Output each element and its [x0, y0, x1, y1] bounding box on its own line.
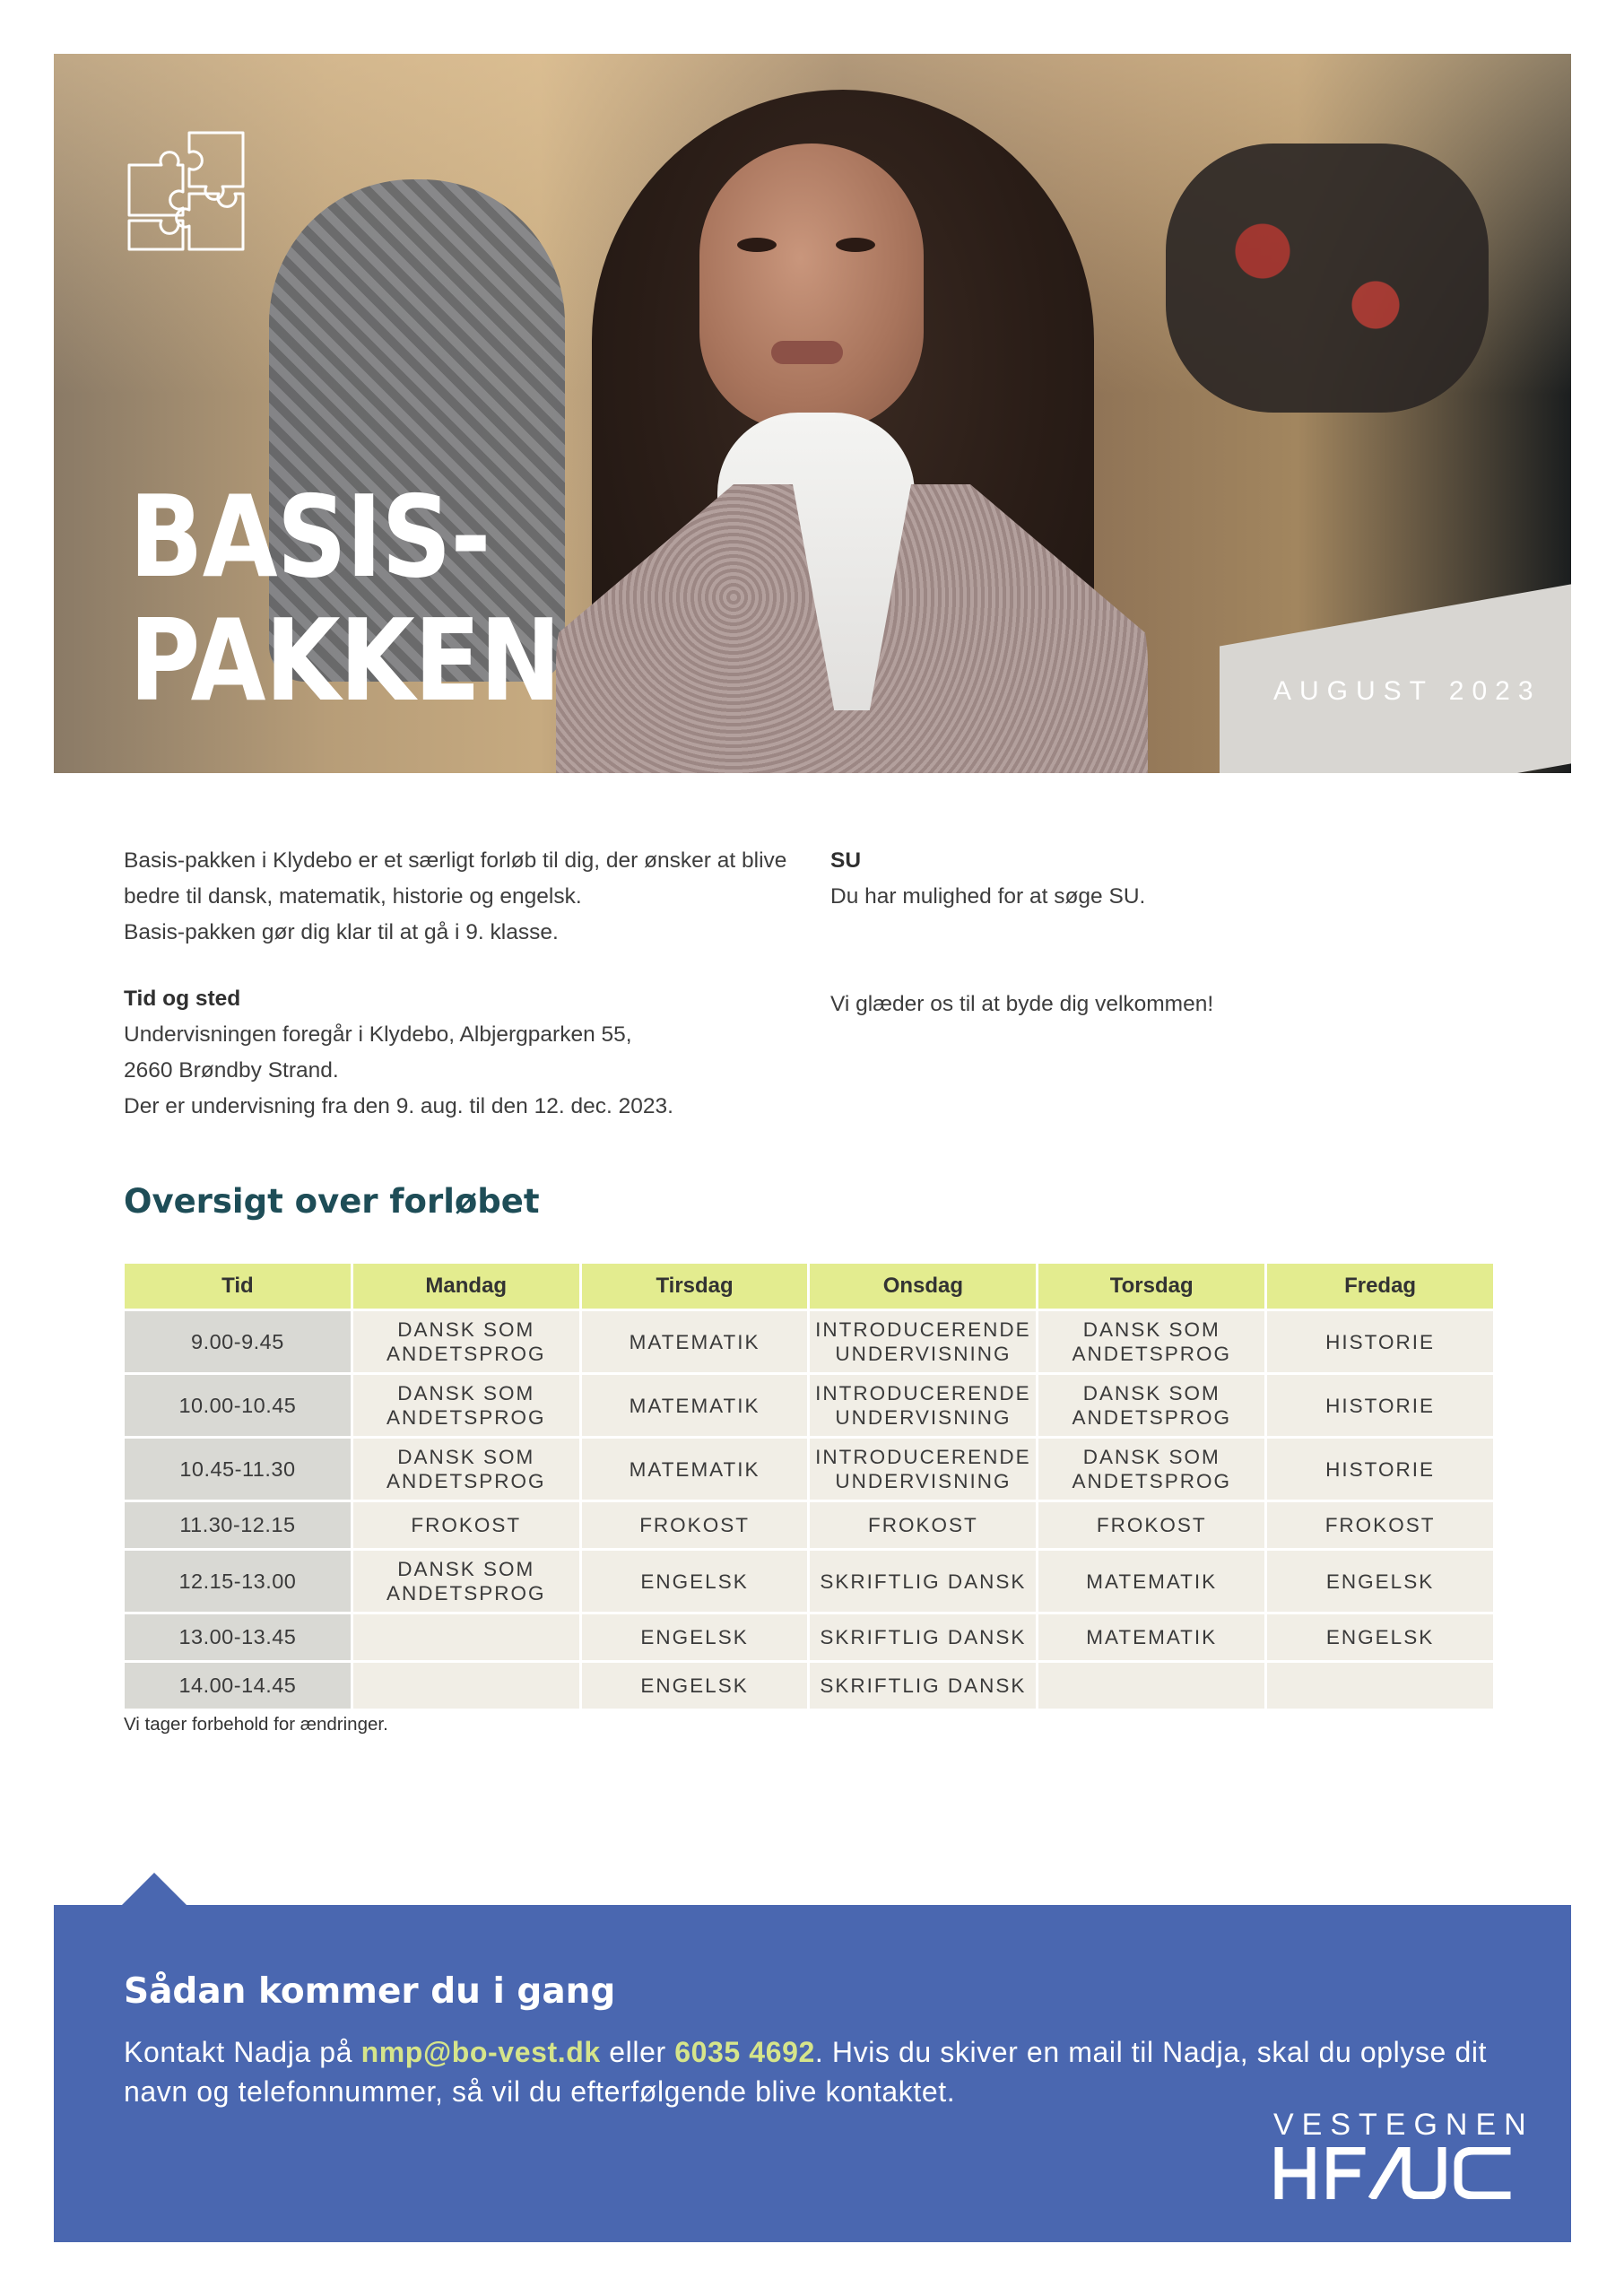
- table-cell: FROKOST: [810, 1502, 1036, 1548]
- table-cell: [1267, 1663, 1493, 1709]
- hero-photo-eye: [737, 238, 777, 252]
- table-cell: DANSK SOM ANDETSPROG: [1038, 1439, 1264, 1500]
- table-cell: SKRIFTLIG DANSK: [810, 1614, 1036, 1660]
- time-cell: 10.00-10.45: [125, 1375, 351, 1436]
- table-row: [125, 1551, 1493, 1612]
- table-cell: HISTORIE: [1267, 1375, 1493, 1436]
- footer-panel: [54, 1905, 1571, 2242]
- table-cell: DANSK SOM ANDETSPROG: [353, 1375, 579, 1436]
- time-cell: 14.00-14.45: [125, 1663, 351, 1709]
- puzzle-icon: [122, 126, 252, 256]
- contact-text-end: . Hvis du skiver en mail til Nadja, skal du oplyse dit navn og telefonnummer, så vil du efterfølgende blive kontaktet.: [124, 2036, 1488, 2108]
- table-row: [125, 1311, 1493, 1372]
- footer-title: Sådan kommer du i gang: [124, 1971, 616, 2012]
- table-cell: ENGELSK: [1267, 1551, 1493, 1612]
- su-text: Du har mulighed for at søge SU.: [830, 884, 1146, 909]
- welcome-text: Vi glæder os til at byde dig velkommen!: [830, 992, 1214, 1016]
- table-row: [125, 1663, 1493, 1709]
- table-cell: MATEMATIK: [582, 1439, 808, 1500]
- header-cell-time: Tid: [125, 1264, 351, 1309]
- footer-notch: [122, 1873, 187, 1905]
- table-row: [125, 1375, 1493, 1436]
- table-cell: MATEMATIK: [1038, 1551, 1264, 1612]
- table-cell: HISTORIE: [1267, 1311, 1493, 1372]
- header-cell-wednesday: Onsdag: [810, 1264, 1036, 1309]
- table-cell: ENGELSK: [1267, 1614, 1493, 1660]
- header-cell-thursday: Torsdag: [1038, 1264, 1264, 1309]
- time-cell: 10.45-11.30: [125, 1439, 351, 1500]
- table-cell: SKRIFTLIG DANSK: [810, 1551, 1036, 1612]
- table-cell: FROKOST: [1267, 1502, 1493, 1548]
- table-row: [125, 1502, 1493, 1548]
- table-cell: DANSK SOM ANDETSPROG: [1038, 1375, 1264, 1436]
- table-cell: ENGELSK: [582, 1551, 808, 1612]
- header-cell-friday: Fredag: [1267, 1264, 1493, 1309]
- table-cell: FROKOST: [1038, 1502, 1264, 1548]
- hero-banner: [54, 54, 1571, 773]
- table-cell: SKRIFTLIG DANSK: [810, 1663, 1036, 1709]
- place-heading: Tid og sted: [124, 987, 241, 1011]
- hero-photo-background-people: [1166, 144, 1489, 413]
- table-cell: DANSK SOM ANDETSPROG: [353, 1551, 579, 1612]
- hero-photo-face: [699, 144, 924, 430]
- table-cell: ENGELSK: [582, 1663, 808, 1709]
- contact-email[interactable]: nmp@bo-vest.dk: [360, 2036, 601, 2068]
- table-cell: MATEMATIK: [582, 1311, 808, 1372]
- table-cell: INTRODUCERENDE UNDERVISNING: [810, 1311, 1036, 1372]
- schedule-title: Oversigt over forløbet: [124, 1182, 540, 1221]
- contact-text-start: Kontakt Nadja på: [124, 2036, 361, 2068]
- brand-name: VESTEGNEN: [1273, 2108, 1534, 2142]
- period-line: Der er undervisning fra den 9. aug. til den 12. dec. 2023.: [124, 1094, 673, 1118]
- table-row: [125, 1614, 1493, 1660]
- intro-column: [124, 843, 805, 1125]
- intro-paragraph-2: Basis-pakken gør dig klar til at gå i 9. klasse.: [124, 920, 559, 944]
- header-cell-tuesday: Tirsdag: [582, 1264, 808, 1309]
- table-cell: MATEMATIK: [582, 1375, 808, 1436]
- contact-text-middle: eller: [600, 2036, 675, 2068]
- time-cell: 11.30-12.15: [125, 1502, 351, 1548]
- table-cell: DANSK SOM ANDETSPROG: [353, 1311, 579, 1372]
- contact-text: [124, 2032, 1541, 2111]
- edition-date: AUGUST 2023: [1273, 676, 1541, 706]
- time-cell: 12.15-13.00: [125, 1551, 351, 1612]
- header-cell-monday: Mandag: [353, 1264, 579, 1309]
- table-cell: HISTORIE: [1267, 1439, 1493, 1500]
- table-cell: DANSK SOM ANDETSPROG: [1038, 1311, 1264, 1372]
- time-cell: 13.00-13.45: [125, 1614, 351, 1660]
- table-cell: INTRODUCERENDE UNDERVISNING: [810, 1375, 1036, 1436]
- contact-phone[interactable]: 6035 4692: [674, 2036, 815, 2068]
- table-row: [125, 1439, 1493, 1500]
- table-cell: [353, 1614, 579, 1660]
- schedule-table: [122, 1261, 1496, 1711]
- table-cell: ENGELSK: [582, 1614, 808, 1660]
- su-column: [830, 843, 1458, 1022]
- hfvuc-logo: [1272, 2147, 1514, 2199]
- hero-photo-lips: [771, 341, 843, 364]
- su-heading: SU: [830, 848, 862, 873]
- table-cell: FROKOST: [353, 1502, 579, 1548]
- table-cell: MATEMATIK: [1038, 1614, 1264, 1660]
- page-title: [129, 471, 560, 726]
- hero-photo-eye: [836, 238, 875, 252]
- intro-paragraph: Basis-pakken i Klydebo er et særligt forløb til dig, der ønsker at blive bedre til dansk, matematik, historie og engelsk.: [124, 848, 787, 909]
- schedule-header-row: [125, 1264, 1493, 1309]
- title-line-1: BASIS-: [129, 471, 491, 603]
- time-cell: 9.00-9.45: [125, 1311, 351, 1372]
- table-cell: [1038, 1663, 1264, 1709]
- table-cell: INTRODUCERENDE UNDERVISNING: [810, 1439, 1036, 1500]
- title-line-2: PAKKEN: [129, 595, 560, 726]
- table-cell: DANSK SOM ANDETSPROG: [353, 1439, 579, 1500]
- schedule-disclaimer: Vi tager forbehold for ændringer.: [124, 1714, 388, 1735]
- place-line: 2660 Brøndby Strand.: [124, 1058, 339, 1083]
- hero-photo-desk: [1220, 573, 1571, 773]
- table-cell: [353, 1663, 579, 1709]
- place-line: Undervisningen foregår i Klydebo, Albjergparken 55,: [124, 1022, 632, 1047]
- table-cell: FROKOST: [582, 1502, 808, 1548]
